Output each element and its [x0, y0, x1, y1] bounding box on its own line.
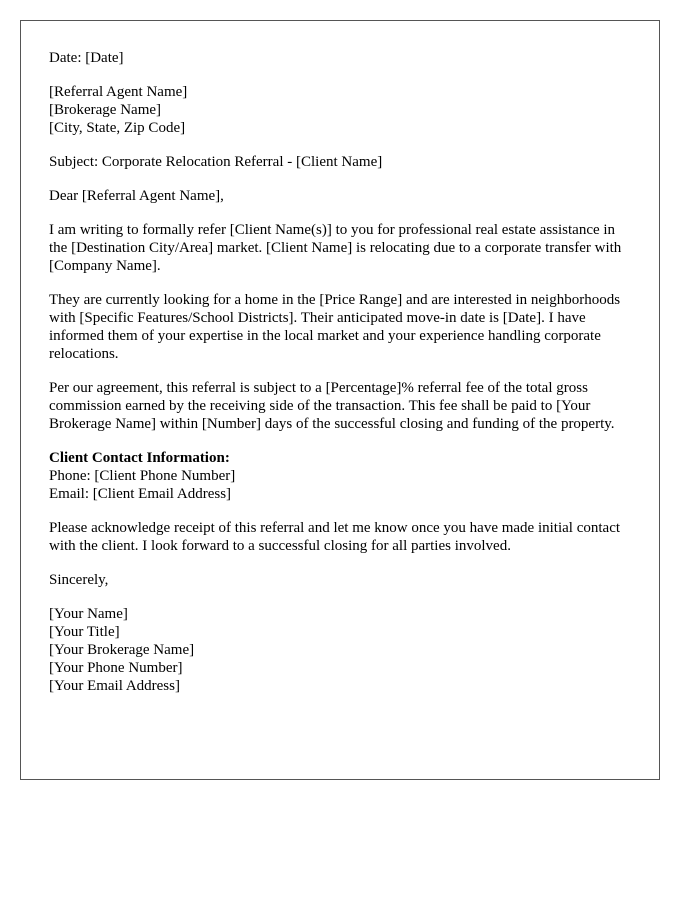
salutation: Dear [Referral Agent Name],: [49, 188, 224, 204]
signature-name: [Your Name]: [49, 606, 128, 622]
client-phone: Phone: [Client Phone Number]: [49, 468, 236, 484]
subject-line: Subject: Corporate Relocation Referral - [Client Name]: [49, 154, 383, 170]
signature-brokerage: [Your Brokerage Name]: [49, 642, 195, 658]
body-paragraph-1: I am writing to formally refer [Client Name(s)] to you for professional real estate assistance in the [Destination City/Area] market. [Client Name] is relocating due to a corporate transfer with [Company Name].: [49, 222, 622, 274]
signature-phone: [Your Phone Number]: [49, 660, 183, 676]
body-paragraph-2: They are currently looking for a home in the [Price Range] and are interested in neighborhoods with [Specific Features/School Districts]. Their anticipated move-in date is [Date]. I have informed them of your expertise in the local market and your experience handling corporate relocations.: [49, 292, 621, 362]
letter-page: [20, 20, 660, 780]
recipient-agent-name: [Referral Agent Name]: [49, 84, 188, 100]
recipient-brokerage-name: [Brokerage Name]: [49, 102, 162, 118]
body-paragraph-4: Please acknowledge receipt of this referral and let me know once you have made initial contact with the client. I look forward to a successful closing for all parties involved.: [49, 520, 621, 554]
signature-title: [Your Title]: [49, 624, 120, 640]
body-paragraph-3: Per our agreement, this referral is subject to a [Percentage]% referral fee of the total gross commission earned by the receiving side of the transaction. This fee shall be paid to [Your Brokerage Name] within [Number] days of the successful closing and funding of the property.: [49, 380, 615, 432]
closing: Sincerely,: [49, 572, 109, 588]
recipient-block: [49, 83, 631, 137]
client-contact-heading: Client Contact Information:: [49, 450, 230, 466]
date-line: Date: [Date]: [49, 50, 124, 66]
signature-block: [49, 605, 631, 695]
signature-email: [Your Email Address]: [49, 678, 180, 694]
client-email: Email: [Client Email Address]: [49, 486, 232, 502]
recipient-city-state-zip: [City, State, Zip Code]: [49, 120, 186, 136]
client-contact-block: [49, 449, 631, 503]
